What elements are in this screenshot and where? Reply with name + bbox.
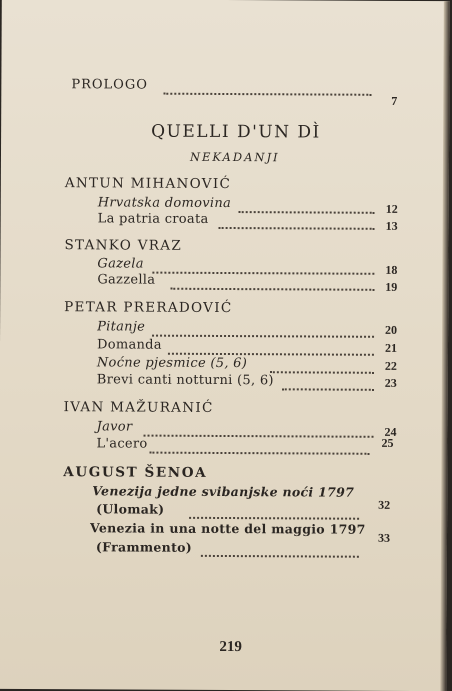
page-number: 24 [384, 424, 397, 439]
page-number: 22 [384, 358, 397, 373]
toc-entry [0, 272, 448, 292]
page-number: 13 [385, 218, 398, 233]
entry-title: Venezija jedne svibanjske noći 1797 [92, 483, 355, 500]
page-number: 12 [385, 201, 398, 216]
entry-title: PROLOGO [71, 77, 148, 93]
section-author: STANKO VRAZ [64, 237, 183, 254]
page-number: 7 [391, 93, 398, 108]
toc-entry-prologue [1, 77, 449, 108]
section-author: AUGUST ŠENOA [63, 464, 208, 481]
toc-entry [0, 520, 447, 556]
dot-leader [219, 215, 375, 230]
toc-entry [0, 337, 448, 357]
entry-title: Noćne pjesmice (5, 6) [96, 355, 248, 372]
entry-title: Domanda [96, 337, 162, 353]
section-author: ANTUN MIHANOVIĆ [64, 175, 232, 193]
page-number: 21 [384, 340, 398, 355]
page-number: 20 [385, 322, 398, 337]
dot-leader [189, 505, 359, 520]
folio-page-number: 219 [219, 638, 242, 656]
page-number: 25 [381, 435, 394, 450]
dot-leader [282, 376, 374, 390]
toc-entry [0, 372, 448, 392]
part-subtitle: NEKADANJI [189, 149, 280, 165]
entry-title-continuation: (Ulomak) [96, 501, 165, 517]
dot-leader [270, 359, 374, 374]
entry-title: Hrvatska domovina [97, 195, 232, 212]
section-author: PETAR PRERADOVIĆ [64, 299, 233, 317]
dot-leader [168, 341, 374, 356]
section-author: IVAN MAŽURANIĆ [63, 399, 214, 416]
entry-title: Gazzella [97, 272, 156, 288]
entry-title: Brevi canti notturni (5, 6) [96, 372, 274, 389]
page-number: 32 [378, 497, 391, 512]
entry-title: Venezia in una notte del maggio 1797 [90, 520, 366, 537]
entry-title: Gazela [97, 256, 144, 272]
toc-entry [0, 436, 448, 456]
page-number: 18 [385, 262, 398, 277]
dot-leader [144, 423, 374, 438]
dot-leader [170, 276, 374, 291]
entry-title-continuation: (Frammento) [95, 539, 193, 555]
entry-title: L'acero [96, 436, 148, 452]
toc-entry [0, 319, 448, 339]
page-number: 23 [384, 375, 397, 390]
entry-title: Javor [96, 419, 133, 435]
toc-entry [1, 211, 449, 231]
entry-title: La patria croata [97, 211, 209, 227]
dot-leader [201, 543, 359, 558]
entry-title: Pitanje [97, 319, 146, 335]
page-number: 33 [377, 530, 391, 545]
toc-entry [0, 483, 447, 519]
dot-leader [163, 81, 371, 96]
page-number: 19 [385, 279, 398, 294]
dot-leader [152, 323, 374, 338]
dot-leader [149, 440, 369, 455]
part-title: QUELLI D'UN DÌ [151, 121, 321, 143]
